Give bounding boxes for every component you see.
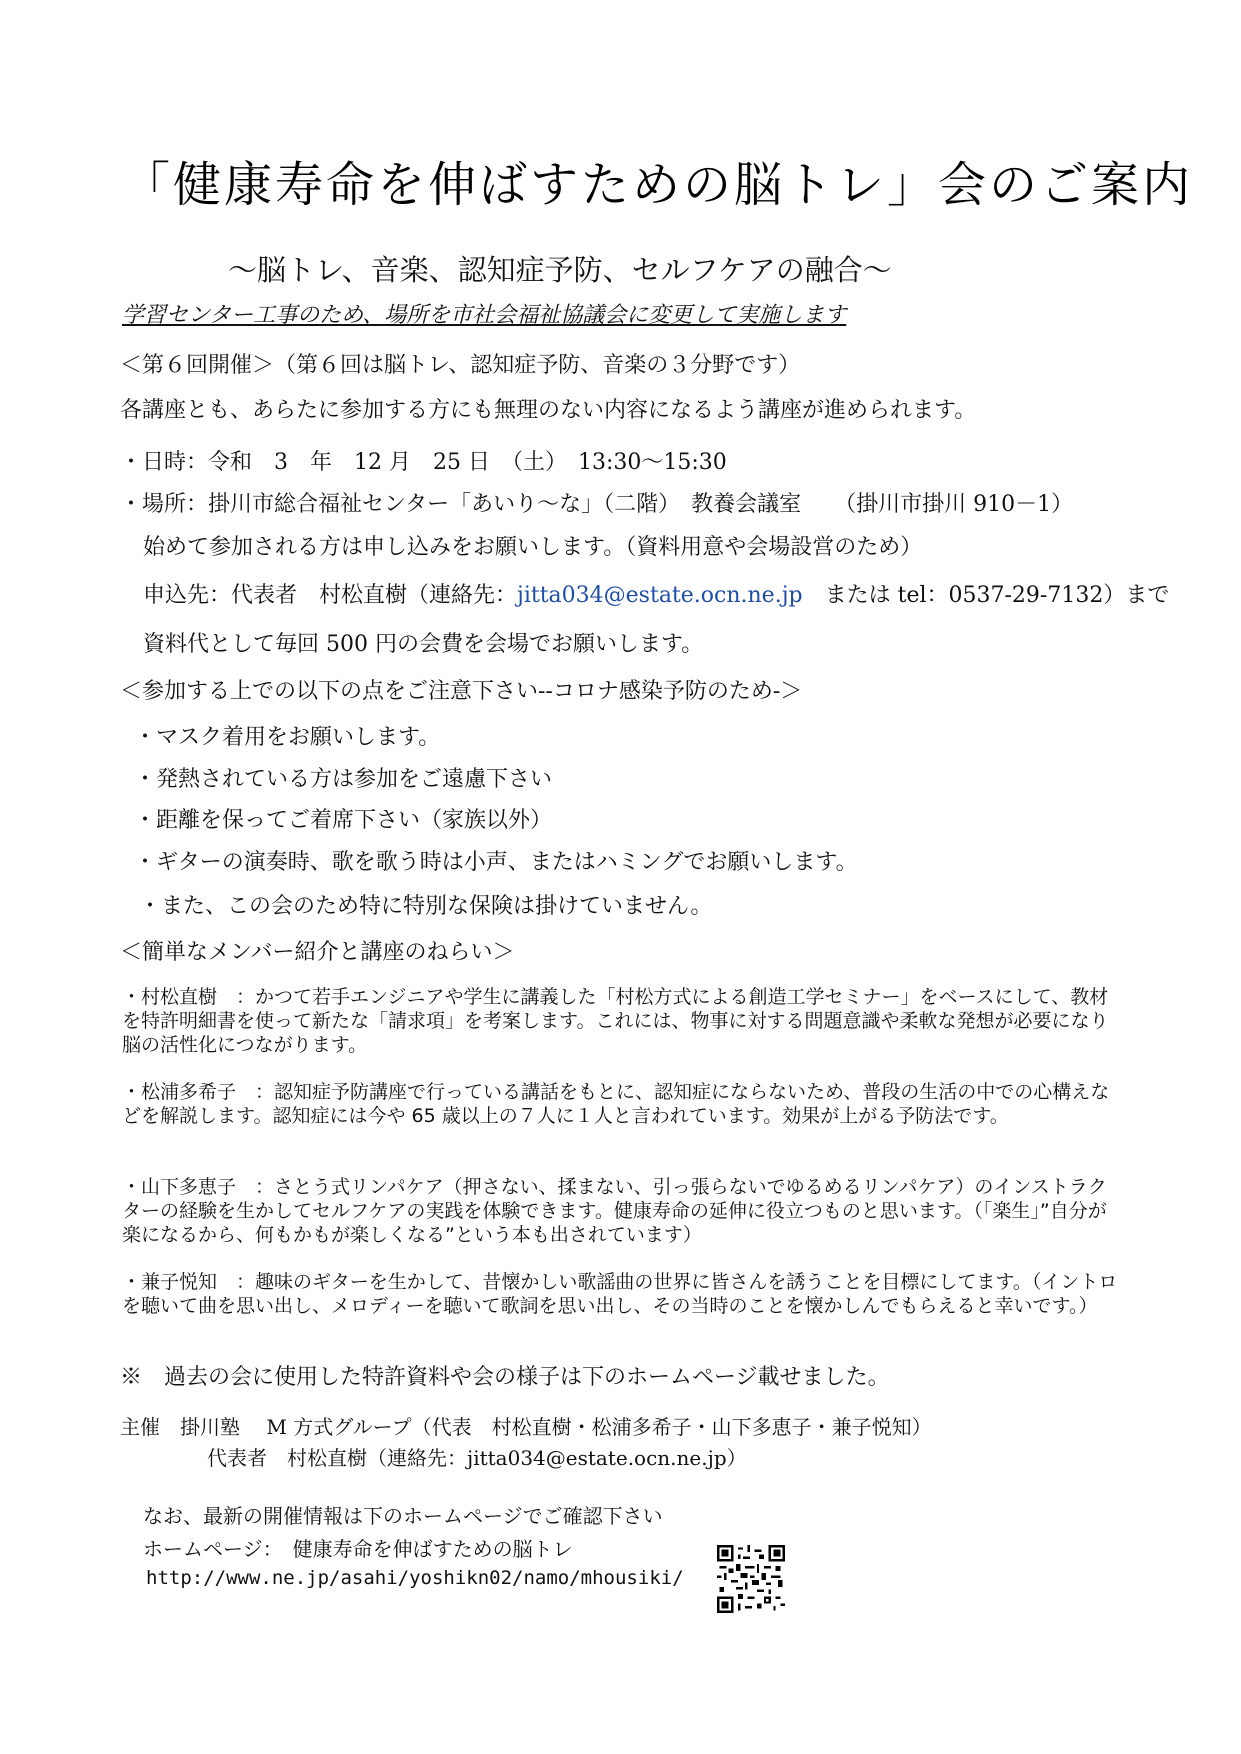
fee-note: 資料代として毎回 500 円の会費を会場でお願いします。 [143,632,704,657]
organizer: 主催 掛川塾 M 方式グループ（代表 村松直樹・松浦多希子・山下多恵子・兼子悦知） [120,1415,932,1439]
members-heading: ＜簡単なメンバー紹介と講座のねらい＞ [120,940,515,965]
member-intro: ・兼子悦知 ：趣味のギターを生かして、昔懐かしい歌謡曲の世界に皆さんを誘うことを目標にしてます。（イントロを聴いて曲を思い出し、メロディーを聴いて歌詞を思い出し、その当時のことを懐かしんでもらえると幸いです。） [122,1271,1118,1317]
homepage-url[interactable]: http://www.ne.jp/asahi/yoshikn02/namo/mhousiki/ [146,1567,684,1589]
contact-prefix: 申込先：代表者 村松直樹（連絡先： [143,583,518,608]
homepage-label: ホームページ： 健康寿命を伸ばすための脳トレ [143,1537,573,1561]
venue-change-notice: 学習センター工事のため、場所を市社会福祉協議会に変更して実施します [122,303,847,328]
caution-item: ・マスク着用をお願いします。 [134,725,441,750]
representative: 代表者 村松直樹（連絡先：jitta034@estate.ocn.ne.jp） [207,1446,747,1470]
datetime: ・日時：令和 3 年 12 月 25 日 （土） 13:30～15:30 [120,450,727,475]
contact-email-link[interactable]: jitta034@estate.ocn.ne.jp [517,583,803,608]
place: ・場所：掛川市総合福祉センター「あいり～な」（二階） 教養会議室 （掛川市掛川 910－1） [120,492,1074,517]
caution-item: ・距離を保ってご着席下さい（家族以外） [134,808,553,833]
caution-item: ・また、この会のため特に特別な保険は掛けていません。 [139,894,713,919]
member-intro: ・山下多恵子 ：さとう式リンパケア（押さない、揉まない、引っ張らないでゆるめるリンパケア）のインストラクターの経験を生かしてセルフケアの実践を体験できます。健康寿命の延伸に役立つものと思います。（「楽生」”自分が楽になるから、何もかもが楽しくなる”という本も出されています） [122,1176,1107,1246]
session-heading: ＜第６回開催＞（第６回は脳トレ、認知症予防、音楽の３分野です） [120,353,801,378]
latest-info-note: なお、最新の開催情報は下のホームページでご確認下さい [143,1504,663,1528]
contact-line [143,578,1169,609]
subtitle: ～脳トレ、音楽、認知症予防、セルフケアの融合～ [228,253,892,287]
homepage-note: ※ 過去の会に使用した特許資料や会の様子は下のホームページ載せました。 [120,1365,890,1390]
intro-text: 各講座とも、あらたに参加する方にも無理のない内容になるよう講座が進められます。 [120,398,977,423]
qr-code-icon[interactable] [717,1545,785,1613]
caution-item: ・ギターの演奏時、歌を歌う時は小声、またはハミングでお願いします。 [134,850,858,875]
caution-item: ・発熱されている方は参加をご遠慮下さい [134,767,553,792]
caution-heading: ＜参加する上での以下の点をご注意下さい--コロナ感染予防のため-＞ [120,679,803,704]
page-title: 「健康寿命を伸ばすための脳トレ」会のご案内 [122,157,1194,213]
member-intro: ・村松直樹 ：かつて若手エンジニアや学生に講義した「村松方式による創造工学セミナー」をベースにして、教材を特許明細書を使って新たな「請求項」を考案します。これには、物事に対する問題意識や柔軟な発想が必要になり脳の活性化につながります。 [122,986,1109,1056]
apply-note: 始めて参加される方は申し込みをお願いします。（資料用意や会場設営のため） [143,535,923,560]
member-intro: ・松浦多希子 ：認知症予防講座で行っている講話をもとに、認知症にならないため、普段の生活の中での心構えなどを解説します。認知症には今や 65 歳以上の７人に１人と言われています。効果が上がる予防法です。 [122,1081,1110,1127]
contact-suffix: または tel：0537-29-7132）まで [802,583,1170,608]
